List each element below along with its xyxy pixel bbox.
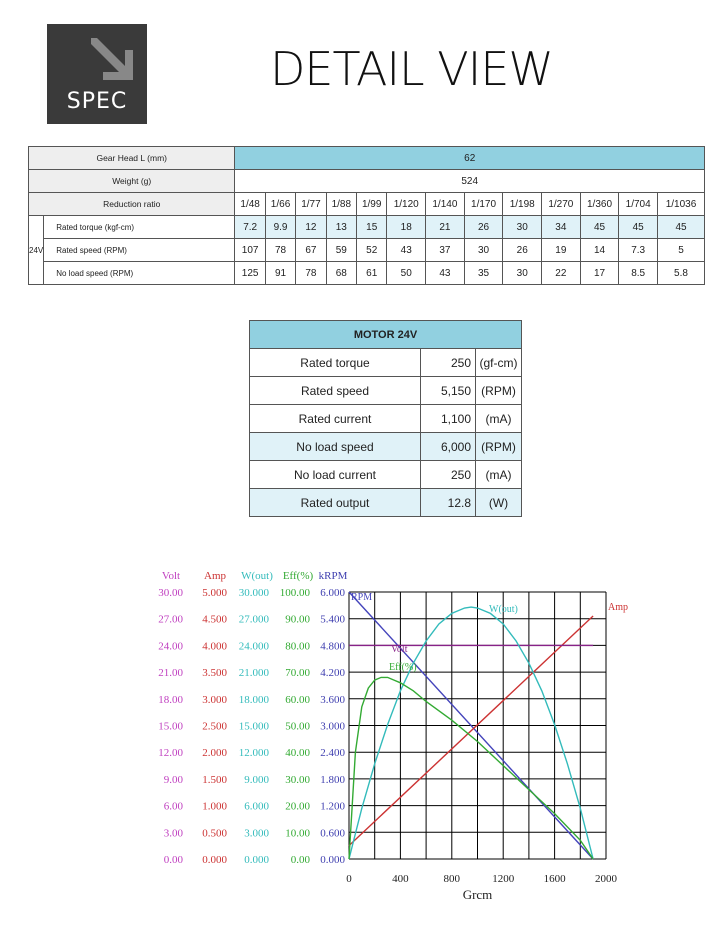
value-cell: 52 [357, 239, 387, 262]
value-cell: 12 [296, 216, 326, 239]
value-cell: 43 [426, 262, 465, 285]
y-axis-header: Volt [161, 570, 181, 582]
value-cell: 30 [464, 239, 503, 262]
motor-param-unit: (mA) [476, 461, 522, 489]
value-cell: 68 [326, 262, 356, 285]
motor-row [250, 405, 522, 433]
y-tick-label: 0.000 [320, 854, 345, 866]
motor-row [250, 489, 522, 517]
motor-row [250, 349, 522, 377]
value-cell: 35 [464, 262, 503, 285]
y-axis-header: W(out) [241, 570, 273, 582]
y-tick-label: 21.000 [238, 667, 269, 680]
performance-chart [155, 565, 635, 910]
x-tick-label: 1600 [543, 873, 566, 885]
y-tick-label: 1.800 [320, 773, 345, 786]
y-tick-label: 70.00 [285, 667, 310, 680]
motor-table-title: MOTOR 24V [250, 321, 522, 349]
rated-speed-row [29, 239, 705, 262]
y-tick-label: 0.000 [244, 854, 269, 866]
y-tick-label: 24.000 [238, 640, 269, 653]
value-cell: 59 [326, 239, 356, 262]
motor-param-value: 5,150 [421, 377, 476, 405]
y-tick-label: 30.00 [285, 773, 310, 786]
rated-torque-row [29, 216, 705, 239]
value-cell: 26 [464, 216, 503, 239]
y-tick-label: 4.500 [202, 613, 227, 626]
y-tick-label: 60.00 [285, 693, 310, 706]
y-tick-label: 2.500 [202, 720, 227, 733]
ratio-cell: 1/270 [542, 193, 581, 216]
motor-param-unit: (gf-cm) [476, 349, 522, 377]
y-tick-label: 2.000 [202, 747, 227, 760]
motor-row [250, 377, 522, 405]
value-cell: 125 [235, 262, 265, 285]
spec-logo-label: SPEC [66, 89, 128, 114]
y-tick-label: 90.00 [285, 613, 310, 626]
value-cell: 15 [357, 216, 387, 239]
ratio-cell: 1/88 [326, 193, 356, 216]
y-tick-label: 21.00 [158, 667, 183, 680]
no-load-speed-row [29, 262, 705, 285]
y-tick-label: 27.000 [238, 613, 269, 626]
y-tick-label: 6.00 [163, 800, 183, 813]
value-cell: 14 [580, 239, 619, 262]
spec-logo [47, 24, 147, 124]
y-tick-label: 4.800 [320, 640, 345, 653]
y-tick-label: 20.00 [285, 800, 310, 813]
y-axis-header: kRPM [318, 570, 348, 582]
motor-param-value: 1,100 [421, 405, 476, 433]
y-tick-label: 3.000 [202, 693, 227, 706]
value-cell: 61 [357, 262, 387, 285]
ratio-cell: 1/360 [580, 193, 619, 216]
ratio-cell: 1/140 [426, 193, 465, 216]
ratio-cell: 1/1036 [658, 193, 705, 216]
weight-row [29, 170, 705, 193]
row-label: Rated torque (kgf-cm) [44, 216, 235, 239]
y-tick-label: 30.00 [158, 587, 183, 599]
y-tick-label: 50.00 [285, 720, 310, 733]
reduction-ratio-label: Reduction ratio [29, 193, 235, 216]
y-tick-label: 2.400 [320, 747, 345, 760]
y-tick-label: 10.00 [285, 827, 310, 840]
ratio-cell: 1/66 [265, 193, 295, 216]
y-tick-label: 3.500 [202, 667, 227, 680]
y-tick-label: 6.000 [320, 587, 345, 599]
y-tick-label: 3.600 [320, 693, 345, 706]
y-tick-label: 6.000 [244, 800, 269, 813]
value-cell: 19 [542, 239, 581, 262]
ratio-cell: 1/704 [619, 193, 658, 216]
y-tick-label: 40.00 [285, 747, 310, 760]
y-tick-label: 12.000 [238, 747, 269, 760]
value-cell: 22 [542, 262, 581, 285]
ratio-cell: 1/120 [387, 193, 426, 216]
x-tick-label: 0 [346, 873, 352, 885]
y-tick-label: 15.00 [158, 720, 183, 733]
series-annotation: Volt [391, 644, 408, 655]
motor-row [250, 433, 522, 461]
x-tick-label: 400 [392, 873, 409, 885]
value-cell: 17 [580, 262, 619, 285]
y-tick-label: 9.00 [163, 773, 183, 786]
series-annotation: W(out) [489, 604, 518, 615]
value-cell: 45 [580, 216, 619, 239]
y-tick-label: 0.000 [202, 854, 227, 866]
value-cell: 78 [296, 262, 326, 285]
y-tick-label: 9.000 [244, 773, 269, 786]
value-cell: 7.2 [235, 216, 265, 239]
y-tick-label: 30.000 [238, 587, 269, 599]
motor-param-name: Rated output [250, 489, 421, 517]
motor-param-value: 250 [421, 461, 476, 489]
gear-head-value: 62 [235, 147, 705, 170]
y-tick-label: 18.000 [238, 693, 269, 706]
series-annotation: Eff(%) [389, 662, 417, 673]
motor-param-name: Rated current [250, 405, 421, 433]
gear-head-row [29, 147, 705, 170]
y-tick-label: 5.000 [202, 587, 227, 599]
x-tick-label: 2000 [595, 873, 617, 885]
y-tick-label: 4.000 [202, 640, 227, 653]
series-line-eff [349, 677, 593, 859]
value-cell: 45 [658, 216, 705, 239]
value-cell: 67 [296, 239, 326, 262]
value-cell: 13 [326, 216, 356, 239]
value-cell: 34 [542, 216, 581, 239]
page-title: DETAIL VIEW [270, 42, 553, 96]
value-cell: 107 [235, 239, 265, 262]
row-label: Rated speed (RPM) [44, 239, 235, 262]
y-tick-label: 5.400 [320, 613, 345, 626]
value-cell: 18 [387, 216, 426, 239]
value-cell: 5 [658, 239, 705, 262]
value-cell: 45 [619, 216, 658, 239]
row-label: No load speed (RPM) [44, 262, 235, 285]
motor-param-unit: (W) [476, 489, 522, 517]
weight-label: Weight (g) [29, 170, 235, 193]
motor-param-value: 6,000 [421, 433, 476, 461]
y-tick-label: 3.00 [163, 827, 183, 840]
ratio-cell: 1/48 [235, 193, 265, 216]
value-cell: 78 [265, 239, 295, 262]
weight-value: 524 [235, 170, 705, 193]
value-cell: 30 [503, 262, 542, 285]
value-cell: 30 [503, 216, 542, 239]
gear-spec-table [28, 146, 705, 285]
y-tick-label: 3.000 [320, 720, 345, 733]
motor-param-name: No load current [250, 461, 421, 489]
value-cell: 43 [387, 239, 426, 262]
y-tick-label: 1.200 [320, 800, 345, 813]
motor-param-unit: (mA) [476, 405, 522, 433]
x-axis-label: Grcm [462, 887, 493, 902]
y-axis-header: Eff(%) [282, 570, 314, 582]
y-tick-label: 0.00 [290, 854, 310, 866]
y-tick-label: 80.00 [285, 640, 310, 653]
y-tick-label: 18.00 [158, 693, 183, 706]
y-axis-header: Amp [204, 570, 226, 582]
y-tick-label: 0.500 [202, 827, 227, 840]
ratio-cell: 1/77 [296, 193, 326, 216]
value-cell: 21 [426, 216, 465, 239]
y-tick-label: 15.000 [238, 720, 269, 733]
motor-param-name: Rated torque [250, 349, 421, 377]
value-cell: 37 [426, 239, 465, 262]
value-cell: 26 [503, 239, 542, 262]
ratio-cell: 1/198 [503, 193, 542, 216]
series-annotation: RPM [351, 592, 373, 603]
x-tick-label: 1200 [492, 873, 515, 885]
motor-param-unit: (RPM) [476, 377, 522, 405]
value-cell: 8.5 [619, 262, 658, 285]
y-tick-label: 12.00 [158, 747, 183, 760]
motor-param-name: No load speed [250, 433, 421, 461]
motor-param-name: Rated speed [250, 377, 421, 405]
motor-param-value: 12.8 [421, 489, 476, 517]
value-cell: 7.3 [619, 239, 658, 262]
motor-row [250, 461, 522, 489]
value-cell: 50 [387, 262, 426, 285]
ratio-cell: 1/170 [464, 193, 503, 216]
series-annotation: Amp [608, 602, 628, 613]
y-tick-label: 1.000 [202, 800, 227, 813]
motor-spec-table [249, 320, 522, 517]
y-tick-label: 27.00 [158, 613, 183, 626]
reduction-ratio-row [29, 193, 705, 216]
y-tick-label: 100.00 [279, 587, 310, 599]
y-tick-label: 0.00 [163, 854, 183, 866]
motor-param-unit: (RPM) [476, 433, 522, 461]
y-tick-label: 1.500 [202, 773, 227, 786]
y-tick-label: 4.200 [320, 667, 345, 680]
value-cell: 5.8 [658, 262, 705, 285]
x-tick-label: 800 [443, 873, 461, 885]
y-tick-label: 3.000 [244, 827, 269, 840]
y-tick-label: 0.600 [320, 827, 345, 840]
value-cell: 91 [265, 262, 295, 285]
gear-head-label: Gear Head L (mm) [29, 147, 235, 170]
voltage-label: 24V [29, 216, 44, 285]
motor-param-value: 250 [421, 349, 476, 377]
value-cell: 9.9 [265, 216, 295, 239]
y-tick-label: 24.00 [158, 640, 183, 653]
ratio-cell: 1/99 [357, 193, 387, 216]
